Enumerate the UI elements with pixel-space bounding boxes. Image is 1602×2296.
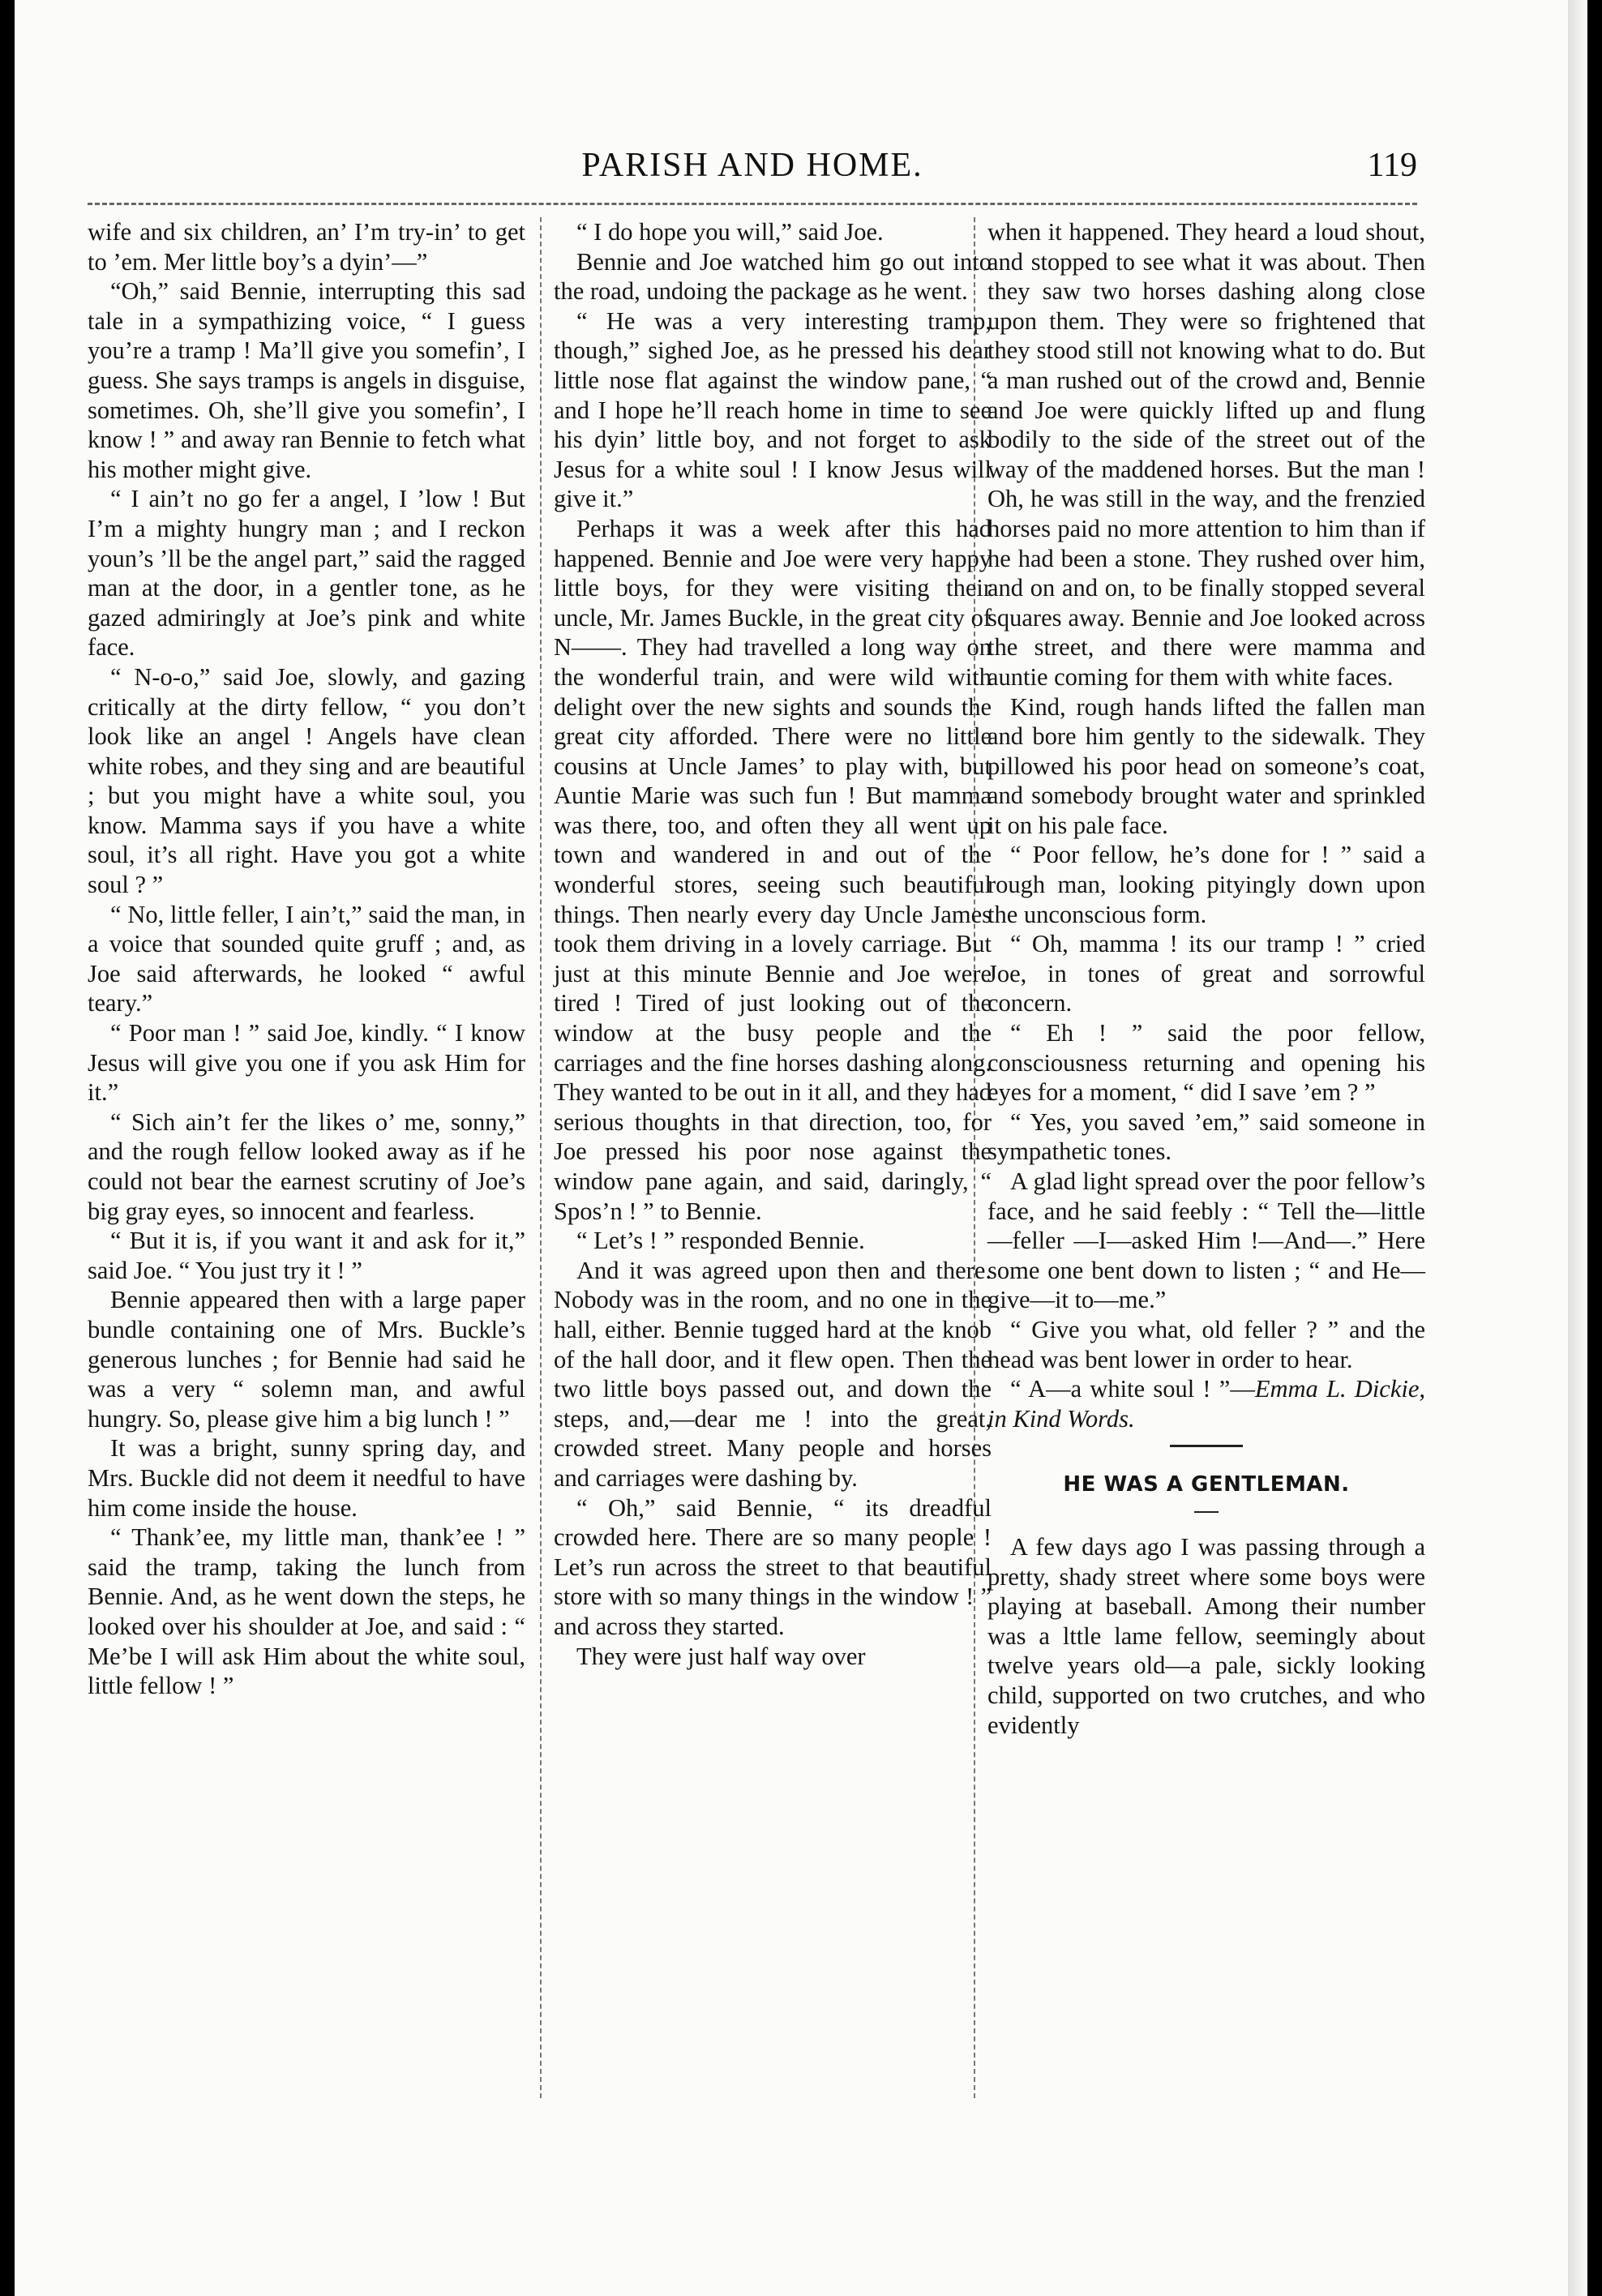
paragraph: “ But it is, if you want it and ask for it,” said Joe. “ You just try it ! ” (88, 1227, 525, 1284)
paragraph: wife and six children, an’ I’m try-in’ to get to ’em. Mer little boy’s a dyin’—” (88, 218, 525, 276)
attribution: Emma L. Dickie, in Kind Words. (987, 1375, 1426, 1433)
text-column-2 (554, 217, 992, 1671)
magazine-page (15, 0, 1587, 2296)
heading-underline (1194, 1511, 1219, 1513)
paragraph: A few days ago I was passing through a pretty, shady street where some boys were playing at baseball. Among their number was a lttle lame fellow, seemingly about twelve years old—a pale, sickly looking child, supported on two crutches, and who evidently (987, 1532, 1425, 1739)
paragraph: And it was agreed upon then and there. Nobody was in the room, and no one in the hall, either. Bennie tugged hard at the knob of the hall door, and it flew open. Then the two little boys passed out, and down the steps, and,—dear me ! into the great, crowded street. Many people and horses and carriages were dashing by. (554, 1256, 992, 1492)
paragraph: “ No, little feller, I ain’t,” said the man, in a voice that sounded quite gruff ; and, as Joe said afterwards, he looked “ awful teary.” (88, 900, 525, 1017)
paragraph: Bennie appeared then with a large paper bundle containing one of Mrs. Buckle’s generous lunches ; for Bennie had said he was a very “ solemn man, and awful hungry. So, please give him a big lunch ! ” (88, 1286, 525, 1433)
header-rule (88, 203, 1417, 205)
paragraph: “ He was a very interesting tramp, though,” sighed Joe, as he pressed his dear little nose flat against the window pane, “ and I hope he’ll reach home in time to see his dyin’ little boy, and not forget to ask Jesus for a white soul ! I know Jesus will give it.” (554, 306, 992, 513)
paragraph: “ Let’s ! ” responded Bennie. (576, 1227, 865, 1255)
paragraph: “ Poor fellow, he’s done for ! ” said a rough man, looking pityingly down upon the unconscious form. (987, 841, 1425, 928)
paragraph: “ Poor man ! ” said Joe, kindly. “ I know Jesus will give you one if you ask Him for it.” (88, 1019, 525, 1107)
page-edge-shadow (1568, 0, 1587, 2296)
paragraph: “ I ain’t no go fer a angel, I ’low ! But I’m a mighty hungry man ; and I reckon youn’s ’ll be the angel part,” said the ragged man at the door, in a gentler tone, as he gazed admiringly at Joe’s pink and white face. (88, 485, 525, 662)
running-title: PARISH AND HOME. (581, 147, 923, 184)
column-divider-1 (540, 217, 542, 2098)
paragraph: Perhaps it was a week after this had happened. Bennie and Joe were very happy little boys, for they were visiting their uncle, Mr. James Buckle, in the great city of N——. They had travelled a long way on the wonderful train, and were wild with delight over the new sights and sounds the great city afforded. There were no little cousins at Uncle James’ to play with, but Auntie Marie was such fun ! But mamma was there, too, and often they all went up town and wandered in and out of the wonderful stores, seeing such beautiful things. Then nearly every day Uncle James took them driving in a lovely carriage. But just at this minute Bennie and Joe were tired ! Tired of just looking out of the window at the busy people and the carriages and the fine horses dashing along. They wanted to be out in it all, and they had serious thoughts in that direction, too, for Joe pressed his poor nose against the window pane again, and said, daringly, “ Spos’n ! ” to Bennie. (554, 514, 992, 1225)
paragraph: A glad light spread over the poor fellow’s face, and he said feebly : “ Tell the—little—feller —I—asked Him !—And—.” Here some one bent down to listen ; “ and He—give—it to—me.” (987, 1167, 1425, 1314)
page-number: 119 (1367, 147, 1417, 184)
paragraph: “ Yes, you saved ’em,” said someone in sympathetic tones. (987, 1107, 1425, 1166)
paragraph: “ Eh ! ” said the poor fellow, consciousness returning and opening his eyes for a moment, “ did I save ’em ? ” (987, 1019, 1425, 1107)
paragraph: They were just half way over (576, 1642, 866, 1670)
page-header (88, 138, 1417, 195)
text-column-1 (88, 217, 525, 1701)
closing-quote: “ A—a white soul ! ”— (1010, 1375, 1255, 1403)
closing-paragraph (987, 1374, 1425, 1433)
paragraph: “ Oh, mamma ! its our tramp ! ” cried Joe, in tones of great and sorrowful concern. (987, 930, 1425, 1017)
paragraph: “ N-o-o,” said Joe, slowly, and gazing critically at the dirty fellow, “ you don’t look like an angel ! Angels have clean white robes, and they sing and are beautiful ; but you might have a white soul, you know. Mamma says if you have a white soul, it’s all right. Have you got a white soul ? ” (88, 662, 525, 899)
paragraph: “ Sich ain’t fer the likes o’ me, sonny,” and the rough fellow looked away as if he could not bear the earnest scrutiny of Joe’s big gray eyes, so innocent and fearless. (88, 1107, 525, 1225)
text-column-3 (987, 217, 1425, 1740)
paragraph: It was a bright, sunny spring day, and Mrs. Buckle did not deem it needful to have him come inside the house. (88, 1434, 525, 1522)
paragraph: “ Thank’ee, my little man, thank’ee ! ” said the tramp, taking the lunch from Bennie. And, as he went down the steps, he looked over his shoulder at Joe, and said : “ Me’be I will ask Him about the white soul, little fellow ! ” (88, 1523, 525, 1700)
paragraph: “Oh,” said Bennie, interrupting this sad tale in a sympathizing voice, “ I guess you’re a tramp ! Ma’ll give you somefin’, I guess. She says tramps is angels in disguise, sometimes. Oh, she’ll give you somefin’, I know ! ” and away ran Bennie to fetch what his mother might give. (88, 277, 525, 483)
paragraph: “ Oh,” said Bennie, “ its dreadful crowded here. There are so many people ! Let’s run across the street to that beautiful store with so many things in the window ! ” and across they started. (554, 1493, 992, 1640)
article-heading: HE WAS A GENTLEMAN. (1063, 1472, 1350, 1497)
section-divider (1170, 1445, 1243, 1447)
paragraph: Kind, rough hands lifted the fallen man and bore him gently to the sidewalk. They pillowed his poor head on someone’s coat, and somebody brought water and sprinkled it on his pale face. (987, 692, 1425, 839)
paragraph: “ I do hope you will,” said Joe. (576, 218, 884, 246)
paragraph: “ Give you what, old feller ? ” and the head was bent lower in order to hear. (987, 1315, 1425, 1373)
paragraph: Bennie and Joe watched him go out into the road, undoing the package as he went. (554, 247, 992, 306)
paragraph: when it happened. They heard a loud shout, and stopped to see what it was about. Then they saw two horses dashing along close upon them. They were so frightened that they stood still not knowing what to do. But a man rushed out of the crowd and, Bennie and Joe were quickly lifted up and flung bodily to the side of the street out of the way of the maddened horses. But the man ! Oh, he was still in the way, and the frenzied horses paid no more attention to him than if he had been a stone. They rushed over him, and on and on, to be finally stopped several squares away. Bennie and Joe looked across the street, and there were mamma and auntie coming for them with white faces. (987, 218, 1425, 691)
